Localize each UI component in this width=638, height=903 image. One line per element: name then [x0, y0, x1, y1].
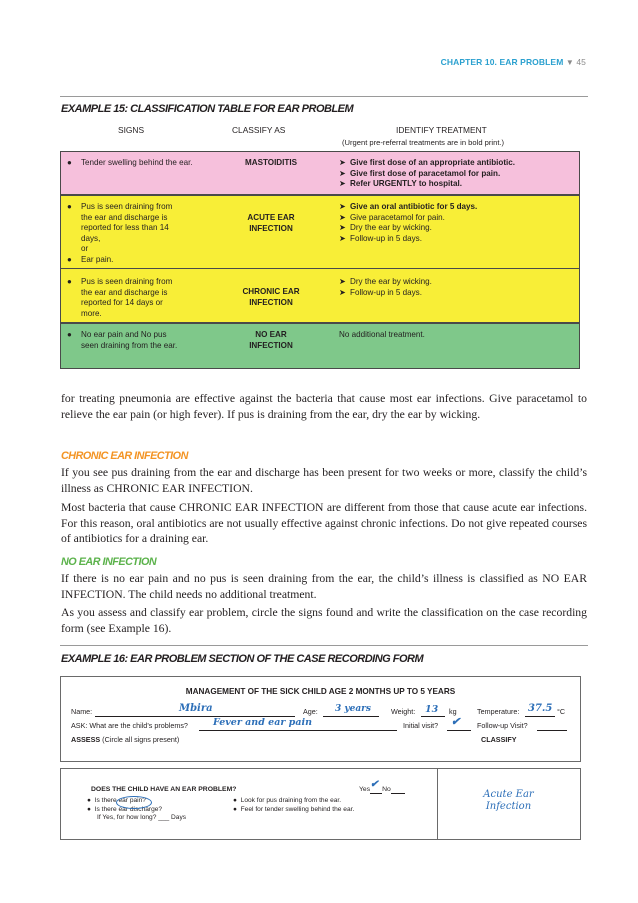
arrow-icon: ➤ — [339, 233, 346, 243]
yes-no-field: Yes ✔ No — [359, 786, 405, 794]
treatment-cell — [339, 158, 579, 190]
classification-cell: MASTOIDITIS — [244, 158, 297, 167]
or-text: or — [81, 244, 89, 254]
assess-label: ASSESS (Circle all signs present) — [71, 735, 180, 744]
bullet-icon: ● — [67, 202, 72, 211]
paragraph: As you assess and classify ear problem, circle the signs found and write the classification on the case recording form (see Example 16). — [61, 606, 587, 635]
temperature-label: Temperature: — [477, 707, 520, 716]
treatment-item: ➤ Follow-up in 5 days. — [339, 233, 422, 243]
initial-visit-label: Initial visit? — [403, 721, 439, 730]
list-item: ● Look for pus draining from the ear. — [233, 797, 342, 804]
form-title: MANAGEMENT OF THE SICK CHILD AGE 2 MONTHS UP TO 5 YEARS — [185, 687, 456, 696]
arrow-icon: ➤ — [339, 212, 346, 222]
list-item: ● Feel for tender swelling behind the ear. — [233, 805, 355, 813]
table-row-mastoiditis — [60, 151, 580, 195]
arrow-icon: ➤ — [339, 202, 346, 211]
arrow-icon: ➤ — [339, 223, 346, 233]
example15-title: EXAMPLE 15: CLASSIFICATION TABLE FOR EAR PROBLEM — [61, 103, 354, 115]
initial-visit-underline — [447, 730, 471, 731]
classification-cell: CHRONIC EAR INFECTION — [242, 287, 300, 307]
arrow-icon: ➤ — [339, 277, 346, 286]
signs-cell — [67, 202, 217, 266]
treatment-item: ➤ Dry the ear by wicking. — [339, 223, 432, 233]
arrow-icon: ➤ — [339, 287, 346, 297]
checkmark-icon[interactable]: ✔ — [370, 779, 379, 790]
section-heading-chronic: CHRONIC EAR INFECTION — [61, 450, 188, 462]
treatment-item: ➤ Give first dose of paracetamol for pain. — [339, 168, 501, 178]
classify-label: CLASSIFY — [481, 735, 517, 744]
paragraph: If you see pus draining from the ear and discharge has been present for two weeks or more, classify the child’s illness as CHRONIC EAR INFECTION. — [61, 466, 587, 495]
list-item: ● Is there ear pain? — [87, 797, 146, 804]
treatment-cell — [339, 277, 579, 298]
classification-cell: NO EAR INFECTION — [249, 330, 293, 350]
treatment-item: ➤ Dry the ear by wicking. — [339, 277, 432, 286]
divider-rule — [60, 645, 588, 646]
list-item: ● Is there ear discharge? — [87, 805, 163, 813]
signs-cell — [67, 277, 217, 319]
running-header — [441, 57, 586, 67]
treatment-item: ➤ Follow-up in 5 days. — [339, 287, 422, 297]
col-header-treatment-note: (Urgent pre-referral treatments are in bold print.) — [342, 138, 505, 147]
example16-title: EXAMPLE 16: EAR PROBLEM SECTION OF THE CASE RECORDING FORM — [61, 653, 424, 665]
paragraph: for treating pneumonia are effective against the bacteria that cause most ear infections. Give paracetamol to relieve the ear pain (or high fever). If pus is draining from the ear, dry the ear by wicking. — [61, 392, 587, 421]
treatment-item: ➤ Give first dose of an appropriate antibiotic. — [339, 158, 516, 167]
weight-label: Weight: — [391, 707, 416, 716]
sign-item: ● Pus is seen draining from the ear and discharge is reported for less than 14 days, — [67, 202, 173, 243]
case-form-header — [60, 676, 581, 762]
paragraph: Most bacteria that cause CHRONIC EAR INFECTION are different from those that cause acute ear infections. For this reason, oral antibiotics are not usually effective against chronic infections. Do not give repeated courses of antibiotics for a draining ear. — [61, 501, 587, 546]
treatment-item: ➤ Give paracetamol for pain. — [339, 212, 445, 222]
arrow-icon: ➤ — [339, 158, 346, 167]
col-header-signs: SIGNS — [118, 125, 145, 135]
sign-item: ● Pus is seen draining from the ear and discharge is reported for 14 days or more. — [67, 277, 173, 318]
age-label: Age: — [303, 707, 318, 716]
arrow-icon: ➤ — [339, 179, 346, 189]
ask-label: ASK: What are the child’s problems? — [71, 721, 188, 730]
table-row-no-infection — [60, 323, 580, 369]
weight-value[interactable]: 13 — [425, 704, 439, 715]
sign-item: ● Tender swelling behind the ear. — [67, 158, 193, 167]
ask-underline — [199, 730, 397, 731]
name-label: Name: — [71, 707, 93, 716]
bullet-icon: ● — [67, 254, 72, 264]
treatment-item: ➤ Give an oral antibiotic for 5 days. — [339, 202, 478, 211]
age-underline — [323, 716, 379, 717]
chapter-title: CHAPTER 10. EAR PROBLEM — [440, 57, 564, 67]
weight-underline — [421, 716, 445, 717]
followup-visit-label: Follow-up Visit? — [477, 721, 528, 730]
duration-line: If Yes, for how long? ___ Days — [97, 814, 187, 822]
paragraph: If there is no ear pain and no pus is seen draining from the ear, the child’s illness is classified as NO EAR INFECTION. The child needs no additional treatment. — [61, 572, 587, 601]
weight-unit: kg — [449, 707, 457, 716]
treatment-cell — [339, 202, 579, 244]
checkmark-icon[interactable]: ✔ — [451, 715, 461, 728]
sign-item: ● No ear pain and No pus seen draining from the ear. — [67, 330, 178, 350]
section-heading-no-infection: NO EAR INFECTION — [61, 556, 157, 568]
bullet-icon: ● — [67, 330, 72, 339]
look-items — [233, 797, 354, 814]
sign-item: ● Ear pain. — [67, 254, 114, 264]
treatment-item: ➤ Refer URGENTLY to hospital. — [339, 179, 462, 189]
followup-visit-underline[interactable] — [537, 730, 567, 731]
name-value[interactable]: Mbira — [179, 703, 213, 714]
table-row-acute — [60, 195, 580, 269]
ask-value[interactable]: Fever and ear pain — [213, 717, 312, 728]
classification-cell: ACUTE EAR INFECTION — [247, 213, 295, 233]
age-value[interactable]: 3 years — [335, 704, 371, 714]
signs-cell — [67, 158, 217, 169]
circle-mark-icon — [116, 796, 152, 809]
ear-problem-section — [60, 768, 581, 840]
temperature-value[interactable]: 37.5 — [528, 703, 553, 714]
temperature-underline — [525, 716, 555, 717]
signs-cell — [67, 330, 217, 351]
classification-value[interactable]: Acute Ear Infection — [483, 789, 534, 812]
bullet-icon: ● — [67, 158, 72, 167]
col-header-classify: CLASSIFY AS — [232, 125, 286, 135]
table-row-chronic — [60, 269, 580, 323]
temperature-unit: °C — [557, 707, 566, 716]
bullet-icon: ● — [67, 277, 72, 286]
treatment-cell: No additional treatment. — [339, 330, 425, 339]
triangle-down-icon: ▼ — [565, 58, 574, 67]
ear-problem-question: DOES THE CHILD HAVE AN EAR PROBLEM? — [91, 786, 237, 793]
divider-rule — [60, 96, 588, 97]
page-number: 45 — [576, 57, 586, 67]
arrow-icon: ➤ — [339, 168, 346, 178]
col-header-treatment: IDENTIFY TREATMENT — [396, 125, 487, 135]
